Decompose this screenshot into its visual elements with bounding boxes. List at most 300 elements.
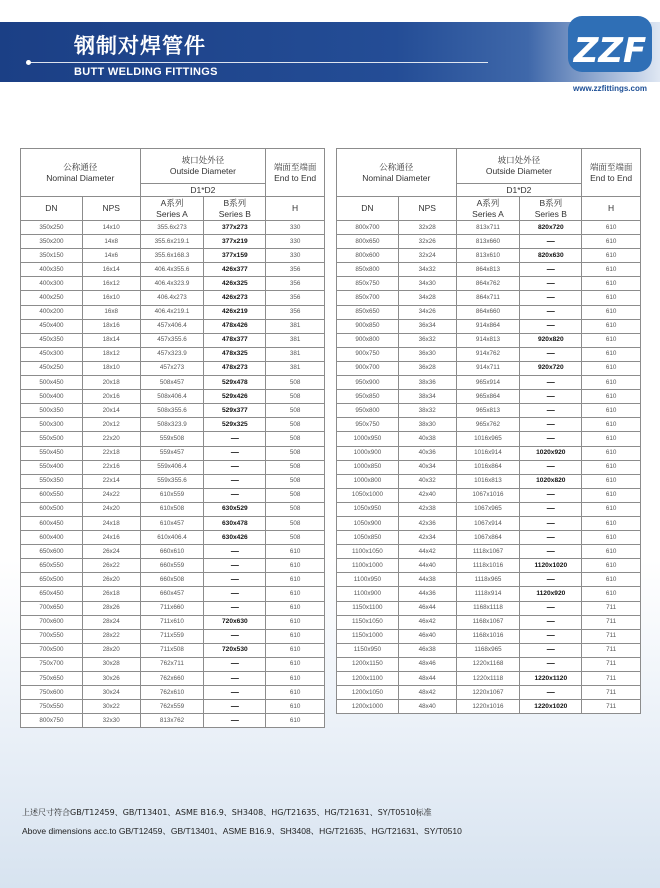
nps-cell: 18x14 <box>82 333 140 347</box>
spec-table-right <box>336 148 641 714</box>
nps-cell: 36x34 <box>398 319 456 333</box>
series-a-cell: 914x864 <box>456 319 520 333</box>
series-b-cell: 478x426 <box>204 319 266 333</box>
nps-cell: 28x20 <box>82 643 140 657</box>
outside-diameter-header: 坡口处外径 Outside Diameter <box>140 149 266 184</box>
table-row <box>21 221 325 235</box>
dn-cell: 600x450 <box>21 516 83 530</box>
series-b-header: B系列 Series B <box>520 197 582 221</box>
series-b-cell: 377x219 <box>204 235 266 249</box>
series-b-cell: — <box>520 305 582 319</box>
spec-table-right-body <box>337 221 641 714</box>
table-row <box>21 700 325 714</box>
series-a-cell: 1016x965 <box>456 432 520 446</box>
series-a-cell: 660x508 <box>140 573 204 587</box>
series-a-cell: 1118x1016 <box>456 559 520 573</box>
series-a-cell: 508x457 <box>140 376 204 390</box>
nps-cell: 38x36 <box>398 376 456 390</box>
series-b-cell: 1120x1020 <box>520 559 582 573</box>
h-cell: 610 <box>266 615 325 629</box>
series-a-cell: 1016x864 <box>456 460 520 474</box>
series-a-cell: 965x813 <box>456 404 520 418</box>
nps-cell: 26x18 <box>82 587 140 601</box>
table-row <box>21 460 325 474</box>
dn-cell: 750x550 <box>21 700 83 714</box>
table-row <box>21 235 325 249</box>
dn-cell: 500x300 <box>21 418 83 432</box>
nps-cell: 34x28 <box>398 291 456 305</box>
series-b-cell: — <box>520 531 582 545</box>
series-a-cell: 1220x1118 <box>456 672 520 686</box>
series-a-cell: 1168x1067 <box>456 615 520 629</box>
dn-cell: 450x400 <box>21 319 83 333</box>
table-row <box>337 432 641 446</box>
dn-cell: 900x850 <box>337 319 399 333</box>
nps-cell: 22x16 <box>82 460 140 474</box>
series-a-cell: 762x610 <box>140 686 204 700</box>
series-b-cell: — <box>204 672 266 686</box>
series-a-cell: 711x559 <box>140 629 204 643</box>
series-a-cell: 610x508 <box>140 502 204 516</box>
table-row <box>21 714 325 728</box>
nps-cell: 42x38 <box>398 502 456 516</box>
nps-cell: 16x12 <box>82 277 140 291</box>
table-row <box>21 516 325 530</box>
h-cell: 610 <box>582 432 641 446</box>
dn-cell: 550x450 <box>21 446 83 460</box>
table-row <box>21 291 325 305</box>
series-b-cell: — <box>520 404 582 418</box>
nps-cell: 44x38 <box>398 573 456 587</box>
series-b-cell: — <box>520 376 582 390</box>
table-row <box>337 418 641 432</box>
dn-cell: 1200x1150 <box>337 657 399 671</box>
series-a-cell: 965x914 <box>456 376 520 390</box>
series-b-cell: — <box>204 573 266 587</box>
series-a-cell: 965x762 <box>456 418 520 432</box>
h-cell: 610 <box>582 516 641 530</box>
series-b-cell: — <box>520 235 582 249</box>
dn-cell: 750x650 <box>21 672 83 686</box>
series-a-cell: 1118x1067 <box>456 545 520 559</box>
table-row <box>21 418 325 432</box>
table-row <box>337 672 641 686</box>
series-a-cell: 1168x1118 <box>456 601 520 615</box>
nps-cell: 46x38 <box>398 643 456 657</box>
h-cell: 610 <box>266 601 325 615</box>
nps-cell: 46x44 <box>398 601 456 615</box>
h-cell: 610 <box>582 390 641 404</box>
series-a-cell: 1067x864 <box>456 531 520 545</box>
h-cell: 610 <box>266 657 325 671</box>
h-cell: 610 <box>582 404 641 418</box>
nps-cell: 34x30 <box>398 277 456 291</box>
table-row <box>21 657 325 671</box>
series-b-cell: — <box>520 601 582 615</box>
nps-cell: 24x18 <box>82 516 140 530</box>
table-row <box>337 249 641 263</box>
series-a-cell: 406.4x355.6 <box>140 263 204 277</box>
series-b-cell: — <box>204 488 266 502</box>
dn-cell: 1000x800 <box>337 474 399 488</box>
table-row <box>337 376 641 390</box>
dn-cell: 800x650 <box>337 235 399 249</box>
series-a-cell: 610x559 <box>140 488 204 502</box>
h-cell: 381 <box>266 347 325 361</box>
dn-cell: 1050x850 <box>337 531 399 545</box>
series-b-cell: — <box>520 545 582 559</box>
series-a-cell: 457x273 <box>140 361 204 375</box>
series-a-cell: 406.4x323.9 <box>140 277 204 291</box>
series-b-cell: 529x478 <box>204 376 266 390</box>
series-a-cell: 559x508 <box>140 432 204 446</box>
h-cell: 610 <box>266 643 325 657</box>
dn-cell: 1100x900 <box>337 587 399 601</box>
series-b-cell: 478x377 <box>204 333 266 347</box>
series-b-cell: — <box>520 418 582 432</box>
series-a-cell: 711x660 <box>140 601 204 615</box>
nps-cell: 24x16 <box>82 531 140 545</box>
h-cell: 610 <box>266 714 325 728</box>
dn-cell: 1050x900 <box>337 516 399 530</box>
dn-cell: 900x750 <box>337 347 399 361</box>
series-b-header: B系列 Series B <box>204 197 266 221</box>
nps-cell: 14x8 <box>82 235 140 249</box>
h-cell: 610 <box>582 460 641 474</box>
dn-cell: 350x200 <box>21 235 83 249</box>
series-b-cell: 426x273 <box>204 291 266 305</box>
table-row <box>337 221 641 235</box>
series-a-cell: 1016x914 <box>456 446 520 460</box>
dn-cell: 350x150 <box>21 249 83 263</box>
h-cell: 610 <box>582 531 641 545</box>
table-row <box>21 404 325 418</box>
series-b-cell: — <box>520 263 582 277</box>
dn-cell: 700x500 <box>21 643 83 657</box>
dn-cell: 650x500 <box>21 573 83 587</box>
h-cell: 711 <box>582 686 641 700</box>
table-row <box>21 531 325 545</box>
nominal-diameter-header: 公称通径 Nominal Diameter <box>21 149 141 197</box>
h-cell: 508 <box>266 488 325 502</box>
series-a-header: A系列 Series A <box>140 197 204 221</box>
table-row <box>21 573 325 587</box>
nps-cell: 44x36 <box>398 587 456 601</box>
series-b-cell: — <box>204 432 266 446</box>
dn-cell: 700x650 <box>21 601 83 615</box>
table-row <box>21 249 325 263</box>
series-a-header: A系列 Series A <box>456 197 520 221</box>
dn-cell: 1200x1100 <box>337 672 399 686</box>
h-cell: 610 <box>582 573 641 587</box>
nps-cell: 38x34 <box>398 390 456 404</box>
nps-cell: 48x44 <box>398 672 456 686</box>
series-b-cell: 426x325 <box>204 277 266 291</box>
series-b-cell: 529x426 <box>204 390 266 404</box>
h-cell: 356 <box>266 305 325 319</box>
nps-cell: 22x14 <box>82 474 140 488</box>
dn-cell: 700x550 <box>21 629 83 643</box>
nps-cell: 40x36 <box>398 446 456 460</box>
h-cell: 330 <box>266 235 325 249</box>
series-a-cell: 864x813 <box>456 263 520 277</box>
h-cell: 508 <box>266 404 325 418</box>
h-cell: 610 <box>582 474 641 488</box>
series-b-cell: 920x720 <box>520 361 582 375</box>
series-b-cell: 1220x1120 <box>520 672 582 686</box>
nps-cell: 38x30 <box>398 418 456 432</box>
series-b-cell: — <box>520 319 582 333</box>
dn-cell: 450x300 <box>21 347 83 361</box>
h-cell: 610 <box>582 291 641 305</box>
nps-cell: 26x20 <box>82 573 140 587</box>
dn-cell: 750x700 <box>21 657 83 671</box>
table-row <box>337 516 641 530</box>
series-a-cell: 914x762 <box>456 347 520 361</box>
h-cell: 610 <box>266 629 325 643</box>
series-a-cell: 610x457 <box>140 516 204 530</box>
dn-header: DN <box>337 197 399 221</box>
dn-cell: 1150x1050 <box>337 615 399 629</box>
table-row <box>337 643 641 657</box>
series-a-cell: 762x711 <box>140 657 204 671</box>
h-cell: 610 <box>582 488 641 502</box>
dn-cell: 600x550 <box>21 488 83 502</box>
table-row <box>337 235 641 249</box>
h-cell: 508 <box>266 390 325 404</box>
dn-cell: 850x800 <box>337 263 399 277</box>
nps-cell: 30x22 <box>82 700 140 714</box>
dn-cell: 450x350 <box>21 333 83 347</box>
spec-table-left <box>20 148 325 728</box>
nps-cell: 30x24 <box>82 686 140 700</box>
series-a-cell: 813x610 <box>456 249 520 263</box>
h-cell: 508 <box>266 418 325 432</box>
h-cell: 610 <box>582 446 641 460</box>
series-a-cell: 457x406.4 <box>140 319 204 333</box>
h-cell: 508 <box>266 460 325 474</box>
dn-cell: 1000x900 <box>337 446 399 460</box>
series-a-cell: 660x559 <box>140 559 204 573</box>
h-cell: 610 <box>582 418 641 432</box>
dn-cell: 950x750 <box>337 418 399 432</box>
table-row <box>337 347 641 361</box>
table-row <box>337 319 641 333</box>
nps-cell: 40x34 <box>398 460 456 474</box>
h-cell: 610 <box>266 686 325 700</box>
dn-cell: 800x600 <box>337 249 399 263</box>
h-cell: 330 <box>266 249 325 263</box>
nps-cell: 32x26 <box>398 235 456 249</box>
h-cell: 610 <box>582 376 641 390</box>
series-a-cell: 610x406.4 <box>140 531 204 545</box>
series-a-cell: 914x711 <box>456 361 520 375</box>
h-cell: 610 <box>582 347 641 361</box>
series-a-cell: 508x355.6 <box>140 404 204 418</box>
nominal-diameter-header: 公称通径 Nominal Diameter <box>337 149 457 197</box>
nps-cell: 36x28 <box>398 361 456 375</box>
h-cell: 381 <box>266 319 325 333</box>
nps-cell: 48x46 <box>398 657 456 671</box>
series-b-cell: — <box>520 432 582 446</box>
page-title-en: BUTT WELDING FITTINGS <box>74 66 218 78</box>
dn-cell: 950x800 <box>337 404 399 418</box>
series-b-cell: — <box>204 559 266 573</box>
nps-cell: 22x18 <box>82 446 140 460</box>
series-b-cell: 720x630 <box>204 615 266 629</box>
series-b-cell: 1120x920 <box>520 587 582 601</box>
table-row <box>337 615 641 629</box>
series-b-cell: — <box>520 488 582 502</box>
table-row <box>21 601 325 615</box>
nps-cell: 32x28 <box>398 221 456 235</box>
dn-cell: 850x750 <box>337 277 399 291</box>
series-b-cell: — <box>520 629 582 643</box>
nps-cell: 28x24 <box>82 615 140 629</box>
nps-cell: 42x40 <box>398 488 456 502</box>
nps-cell: 42x36 <box>398 516 456 530</box>
outside-diameter-header: 坡口处外径 Outside Diameter <box>456 149 582 184</box>
table-row <box>21 333 325 347</box>
series-b-cell: 820x720 <box>520 221 582 235</box>
table-row <box>21 686 325 700</box>
series-a-cell: 1016x813 <box>456 474 520 488</box>
nps-cell: 26x22 <box>82 559 140 573</box>
nps-cell: 48x42 <box>398 686 456 700</box>
nps-cell: 14x6 <box>82 249 140 263</box>
table-row <box>337 502 641 516</box>
end-to-end-header: 端面至端面 End to End <box>582 149 641 197</box>
nps-cell: 40x32 <box>398 474 456 488</box>
nps-cell: 18x10 <box>82 361 140 375</box>
nps-cell: 20x12 <box>82 418 140 432</box>
series-a-cell: 660x610 <box>140 545 204 559</box>
dn-cell: 1200x1050 <box>337 686 399 700</box>
dn-cell: 1200x1000 <box>337 700 399 714</box>
series-a-cell: 711x508 <box>140 643 204 657</box>
series-b-cell: 630x426 <box>204 531 266 545</box>
table-row <box>337 446 641 460</box>
dn-cell: 650x600 <box>21 545 83 559</box>
dn-cell: 400x200 <box>21 305 83 319</box>
table-row <box>337 474 641 488</box>
nps-cell: 38x32 <box>398 404 456 418</box>
series-b-cell: 920x820 <box>520 333 582 347</box>
h-header: H <box>582 197 641 221</box>
nps-cell: 22x20 <box>82 432 140 446</box>
nps-cell: 18x12 <box>82 347 140 361</box>
table-row <box>21 488 325 502</box>
h-cell: 610 <box>266 700 325 714</box>
dn-cell: 700x600 <box>21 615 83 629</box>
series-a-cell: 813x660 <box>456 235 520 249</box>
series-a-cell: 711x610 <box>140 615 204 629</box>
table-row <box>337 488 641 502</box>
series-a-cell: 914x813 <box>456 333 520 347</box>
table-row <box>337 263 641 277</box>
nps-cell: 18x16 <box>82 319 140 333</box>
series-b-cell: 1020x820 <box>520 474 582 488</box>
series-b-cell: 426x219 <box>204 305 266 319</box>
table-row <box>21 263 325 277</box>
nps-cell: 34x26 <box>398 305 456 319</box>
nps-cell: 44x42 <box>398 545 456 559</box>
h-cell: 610 <box>582 263 641 277</box>
dn-cell: 800x700 <box>337 221 399 235</box>
table-row <box>337 700 641 714</box>
series-b-cell: — <box>204 686 266 700</box>
nps-cell: 34x32 <box>398 263 456 277</box>
dn-cell: 400x250 <box>21 291 83 305</box>
series-a-cell: 1168x965 <box>456 643 520 657</box>
series-b-cell: 478x273 <box>204 361 266 375</box>
series-b-cell: — <box>204 474 266 488</box>
nps-cell: 32x30 <box>82 714 140 728</box>
series-a-cell: 864x762 <box>456 277 520 291</box>
table-row <box>21 390 325 404</box>
series-a-cell: 559x457 <box>140 446 204 460</box>
h-cell: 711 <box>582 700 641 714</box>
nps-cell: 42x34 <box>398 531 456 545</box>
d1d2-header: D1*D2 <box>140 184 266 197</box>
dn-cell: 500x400 <box>21 390 83 404</box>
nps-cell: 28x22 <box>82 629 140 643</box>
nps-header: NPS <box>398 197 456 221</box>
table-row <box>21 347 325 361</box>
table-row <box>21 432 325 446</box>
series-b-cell: — <box>204 629 266 643</box>
series-b-cell: 630x529 <box>204 502 266 516</box>
dn-cell: 950x900 <box>337 376 399 390</box>
dn-cell: 1050x1000 <box>337 488 399 502</box>
series-b-cell: — <box>520 615 582 629</box>
h-cell: 711 <box>582 629 641 643</box>
h-cell: 610 <box>266 559 325 573</box>
series-b-cell: — <box>204 657 266 671</box>
table-row <box>337 361 641 375</box>
series-a-cell: 457x355.6 <box>140 333 204 347</box>
series-b-cell: — <box>520 686 582 700</box>
nps-cell: 20x16 <box>82 390 140 404</box>
series-a-cell: 1067x965 <box>456 502 520 516</box>
series-b-cell: 720x530 <box>204 643 266 657</box>
series-b-cell: 820x630 <box>520 249 582 263</box>
dn-cell: 450x250 <box>21 361 83 375</box>
nps-cell: 16x10 <box>82 291 140 305</box>
dn-cell: 900x800 <box>337 333 399 347</box>
dn-cell: 650x550 <box>21 559 83 573</box>
series-b-cell: 377x159 <box>204 249 266 263</box>
series-a-cell: 1118x965 <box>456 573 520 587</box>
h-cell: 610 <box>266 672 325 686</box>
series-b-cell: — <box>204 545 266 559</box>
series-a-cell: 813x762 <box>140 714 204 728</box>
nps-cell: 16x14 <box>82 263 140 277</box>
dn-cell: 900x700 <box>337 361 399 375</box>
dn-cell: 750x600 <box>21 686 83 700</box>
h-cell: 610 <box>266 573 325 587</box>
table-row <box>21 502 325 516</box>
nps-cell: 30x28 <box>82 657 140 671</box>
series-b-cell: — <box>520 277 582 291</box>
series-b-cell: — <box>520 516 582 530</box>
nps-header: NPS <box>82 197 140 221</box>
h-cell: 610 <box>582 221 641 235</box>
table-row <box>21 545 325 559</box>
series-a-cell: 559x355.6 <box>140 474 204 488</box>
series-a-cell: 1220x1067 <box>456 686 520 700</box>
series-b-cell: — <box>204 601 266 615</box>
